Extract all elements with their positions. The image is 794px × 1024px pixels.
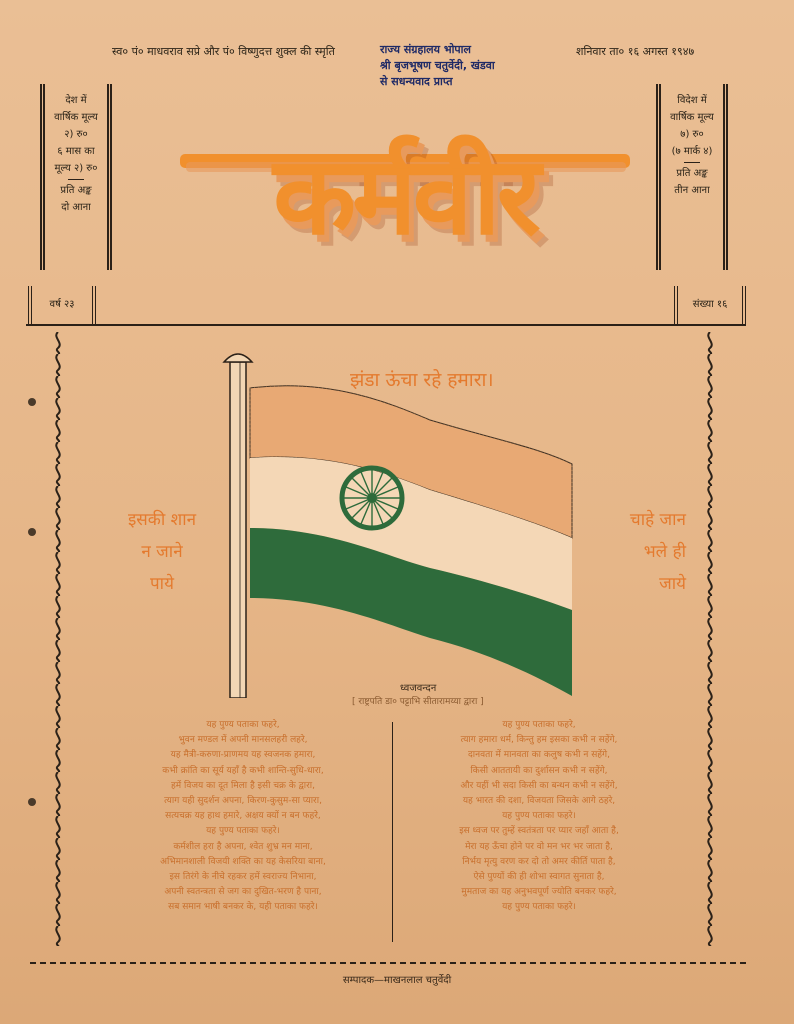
punch-hole <box>28 398 36 406</box>
price-line: मूल्य २) रु० <box>54 163 98 174</box>
tricolor-flag <box>220 348 580 698</box>
poem-line: ऐसे पुण्यों की ही शोभा स्वागत सुनाता है, <box>473 872 605 883</box>
price-line: प्रति अङ्क <box>60 185 92 196</box>
domestic-price-box <box>40 84 112 270</box>
poem-line: मुमताज का यह अनुभवपूर्ण ज्योति बनकर फहरे, <box>461 887 617 898</box>
left-slogan-line: न जाने <box>141 542 183 562</box>
poem-line: यह मैत्री-करुणा-प्राणमय यह स्वजनक हमारा, <box>170 750 316 761</box>
poem-line: अपनी स्वतन्त्रता से जग का दुखित-भरण है पाना, <box>164 887 322 898</box>
stamp-line: श्री बृजभूषण चतुर्वेदी, खंडवा <box>380 59 495 72</box>
poem-caption: ध्वजवन्दन <box>400 683 437 694</box>
right-slogan-line: चाहे जान <box>629 510 686 530</box>
right-ornament <box>704 332 716 946</box>
right-slogan-line: जाये <box>659 574 686 594</box>
poem-line: त्याग यही सुदर्शन अपना, किरण-कुसुम-सा प्यारा, <box>164 796 322 807</box>
punch-hole <box>28 528 36 536</box>
masthead <box>180 102 630 292</box>
poem-line: अभिमानशाली विजयी शक्ति का यह केसरिया बाना, <box>160 856 326 867</box>
editor-credit: सम्पादक—माखनलाल चतुर्वेदी <box>342 975 452 986</box>
left-slogan <box>112 504 212 600</box>
right-ornament-border <box>704 332 716 946</box>
poem-line: यह पुण्य पताका फहरे, <box>502 720 576 730</box>
poem-line: यह पुण्य पताका फहरे। <box>502 811 576 822</box>
price-line: प्रति अङ्क <box>676 168 708 179</box>
poem-line: भुवन मण्डल में अपनी मानसलहरी लहरे, <box>178 735 308 746</box>
price-line: वार्षिक मूल्य <box>54 112 98 123</box>
poem-line: हमें विजय का दूत मिला है इसी चक्र के द्वारा, <box>171 780 315 791</box>
poem-line: इस तिरंगे के नीचे रहकर हमें स्वराज्य निभाना, <box>169 872 317 883</box>
divider-dash <box>684 162 700 163</box>
poem-line: यह पुण्य पताका फहरे। <box>206 826 280 837</box>
poem-line: यह भारत की दशा, विजयता जिसके आगे ठहरे, <box>462 796 616 807</box>
price-line: वार्षिक मूल्य <box>670 112 714 123</box>
poem-line: सब समान भाषी बनकर के, यही पताका फहरे। <box>168 902 318 913</box>
poem-line: यह पुण्य पताका फहरे। <box>502 902 576 913</box>
poem-line: दानवता में मानवता का कलुष कभी न सहेंगे, <box>468 750 610 761</box>
date-line: शनिवार ता० १६ अगस्त १९४७ <box>576 45 695 58</box>
price-line: देश में <box>65 95 87 106</box>
price-line: ६ मास का <box>57 146 95 157</box>
price-line: २) रु० <box>64 129 88 140</box>
poem-line: किसी आततायी का दुर्शासन कभी न सहेंगे, <box>470 765 608 776</box>
header-rule <box>26 324 746 326</box>
left-slogan-line: इसकी शान <box>127 510 197 530</box>
footer-rule <box>30 962 746 968</box>
poem-line: निर्भय मृत्यु वरण कर दो तो अमर कीर्ति पाता है, <box>462 856 616 867</box>
poem-line: यह पुण्य पताका फहरे, <box>206 720 280 730</box>
right-slogan <box>590 504 686 600</box>
memorial-line: स्व० पं० माधवराव सप्रे और पं० विष्णुदत्त शुक्ल की स्मृति <box>112 45 335 58</box>
year-label: वर्ष २३ <box>28 286 96 324</box>
price-line: ७) रु० <box>680 129 704 140</box>
column-divider <box>392 722 393 942</box>
right-slogan-line: भले ही <box>643 542 686 562</box>
poem-right-column <box>404 718 674 916</box>
price-line: दो आना <box>61 202 91 213</box>
left-ornament-border <box>52 332 64 946</box>
poem-line: मेरा यह ऊँचा होने पर वो मन भर भर जाता है, <box>465 841 613 852</box>
price-line: विदेश में <box>677 95 707 106</box>
stamp-line: राज्य संग्रहालय भोपाल <box>380 43 471 56</box>
poem-line: कर्मशील हरा है अपना, श्वेत शुभ्र मन माना, <box>173 841 313 852</box>
flag-slogan: झंडा ऊंचा रहे हमारा। <box>350 369 494 391</box>
masthead-title: कर्मवीर <box>273 134 537 259</box>
stamp-line: से सधन्यवाद प्राप्त <box>380 75 453 88</box>
poem-line: त्याग हमारा धर्म, किन्तु हम इसका कभी न सहेंगे, <box>460 735 618 746</box>
price-line: तीन आना <box>674 185 710 196</box>
poem-line: और यहीं भी सदा किसी का बन्धन कभी न सहेंगे, <box>460 780 618 791</box>
poem-line: कभी क्रांति का सूर्य यहाँ है कभी शान्ति-सुधि-धारा, <box>162 765 324 776</box>
left-ornament <box>52 332 64 946</box>
poem-line: सत्यचक्र यह हाथ हमारे, अक्षय क्यों न बन फहरे, <box>165 811 321 822</box>
left-slogan-line: पाये <box>150 574 174 594</box>
issue-label: संख्या १६ <box>674 286 746 324</box>
punch-hole <box>28 798 36 806</box>
foreign-price-box <box>656 84 728 270</box>
poem-line: इस ध्वज पर तुम्हें स्वतंत्रता पर प्यार जहाँ आता है, <box>459 826 619 837</box>
poem-left-column <box>108 718 378 916</box>
divider-dash <box>68 179 84 180</box>
price-line: (७ मार्क ४) <box>671 146 713 157</box>
museum-stamp <box>380 42 495 90</box>
ashoka-chakra <box>342 468 402 528</box>
poem-caption-sub: [ राष्ट्रपति डा० पट्टाभि सीतारामय्या द्वारा ] <box>352 697 484 707</box>
